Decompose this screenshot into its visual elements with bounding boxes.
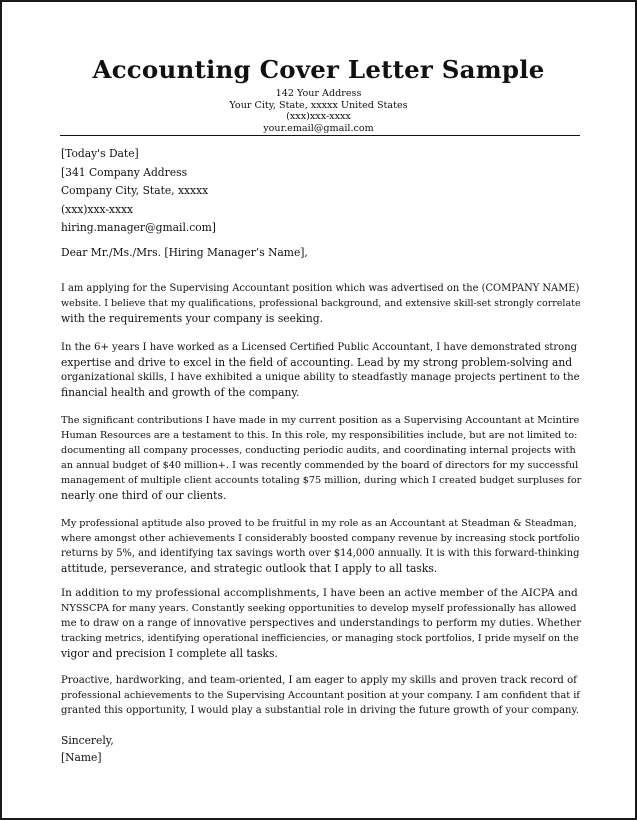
body-paragraph	[61, 340, 581, 400]
paragraph-line: management of multiple client accounts totaling $75 million, during which I created budget surpluses for	[61, 475, 582, 486]
signoff: Sincerely,	[61, 734, 114, 747]
recipient-city: Company City, State, xxxxx	[61, 184, 209, 197]
paragraph-line: returns by 5%, and identifying tax savings worth over $14,000 annually. It is with this forward-thinking	[61, 548, 580, 559]
recipient-block	[61, 145, 581, 238]
sender-phone: (xxx)xxx-xxxx	[286, 111, 351, 122]
salutation: Dear Mr./Ms./Mrs. [Hiring Manager’s Name],	[61, 246, 308, 259]
recipient-phone: (xxx)xxx-xxxx	[61, 202, 134, 216]
body-paragraph	[61, 673, 581, 718]
paragraph-line: Human Resources are a testament to this. In this role, my responsibilities include, but are not limited to:	[61, 430, 578, 441]
paragraph-line: where amongst other achievements I considerably boosted company revenue by increasing stock portfolio	[61, 533, 580, 544]
paragraph-line: NYSSCPA for many years. Constantly seeking opportunities to develop myself professionally has allowed	[61, 603, 577, 614]
recipient-email: hiring.manager@gmail.com]	[61, 221, 216, 234]
paragraph-line: In the 6+ years I have worked as a Licensed Certified Public Accountant, I have demonstrated strong	[61, 342, 578, 353]
page-title: Accounting Cover Letter Sample	[92, 55, 545, 84]
paragraph-line: The significant contributions I have made in my current position as a Supervising Accountant at Mcintire	[61, 415, 580, 426]
paragraph-line: In addition to my professional accomplishments, I have been an active member of the AICPA and	[61, 587, 578, 599]
paragraph-line: tracking metrics, identifying operational inefficiencies, or managing stock portfolios, I pride myself on the	[61, 633, 579, 644]
paragraph-line: organizational skills, I have exhibited a unique ability to steadfastly manage projects pertinent to the	[61, 372, 580, 383]
paragraph-line: with the requirements your company is seeking.	[61, 312, 323, 325]
paragraph-line: website. I believe that my qualifications, professional background, and extensive skill-set strongly correlate	[61, 298, 581, 309]
recipient-address: [341 Company Address	[61, 165, 188, 179]
paragraph-line: me to draw on a range of innovative perspectives and understandings to perform my duties. Whether	[61, 618, 582, 629]
paragraph-line: granted this opportunity, I would play a substantial role in driving the future growth of your company.	[61, 705, 579, 716]
sender-city: Your City, State, xxxxx United States	[229, 99, 408, 111]
paragraph-line: vigor and precision I complete all tasks.	[61, 647, 278, 660]
paragraph-line: Proactive, hardworking, and team-oriented, I am eager to apply my skills and proven track record of	[61, 675, 577, 686]
paragraph-line: I am applying for the Supervising Accountant position which was advertised on the (COMPANY NAME)	[61, 283, 580, 294]
paragraph-line: documenting all company processes, conducting periodic audits, and coordinating internal projects with	[61, 445, 576, 456]
body-paragraph	[61, 413, 581, 503]
signature-name: [Name]	[61, 751, 102, 764]
paragraph-line: My professional aptitude also proved to be fruitful in my role as an Accountant at Steadman & Steadman,	[61, 518, 577, 529]
letter-date: [Today's Date]	[61, 147, 139, 160]
header-divider	[60, 135, 580, 136]
sender-email: your.email@gmail.com	[263, 122, 374, 134]
sender-contact-block	[2, 88, 635, 134]
body-paragraph	[61, 516, 581, 576]
body-paragraph	[61, 281, 581, 326]
paragraph-line: an annual budget of $40 million+. I was recently commended by the board of directors for my successful	[61, 460, 579, 471]
paragraph-line: attitude, perseverance, and strategic outlook that I apply to all tasks.	[61, 562, 438, 575]
paragraph-line: financial health and growth of the company.	[61, 386, 300, 399]
body-paragraph	[61, 586, 581, 661]
closing-block	[61, 732, 581, 766]
paragraph-line: professional achievements to the Supervising Accountant position at your company. I am confident that if	[61, 690, 580, 701]
paragraph-line: expertise and drive to excel in the field of accounting. Lead by my strong problem-solving and	[61, 356, 573, 369]
sender-address: 142 Your Address	[275, 88, 362, 99]
paragraph-line: nearly one third of our clients.	[61, 489, 227, 502]
